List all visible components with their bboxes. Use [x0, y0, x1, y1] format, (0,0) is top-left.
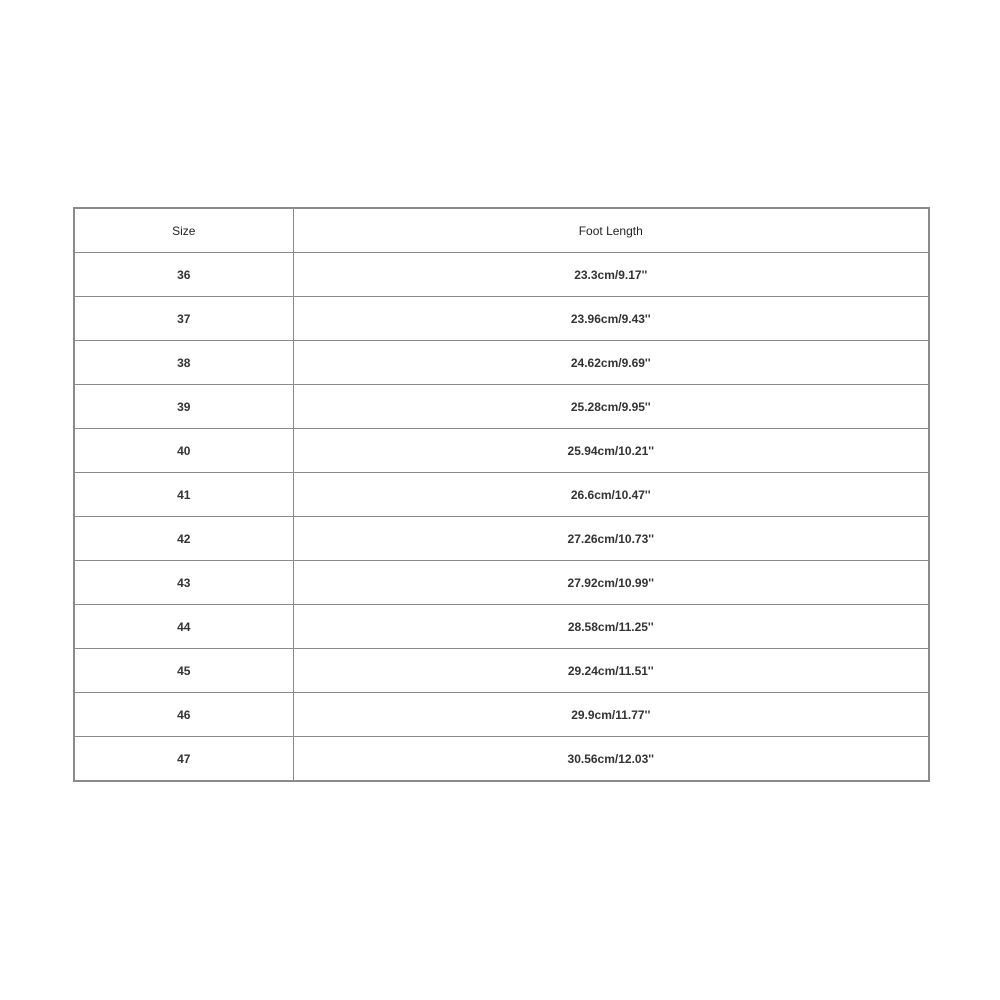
foot-length-column-header: Foot Length — [293, 208, 929, 253]
table-row — [74, 517, 929, 561]
size-cell: 45 — [74, 649, 293, 693]
size-cell: 42 — [74, 517, 293, 561]
table-row — [74, 649, 929, 693]
foot-length-cell: 30.56cm/12.03'' — [293, 737, 929, 782]
foot-length-cell: 28.58cm/11.25'' — [293, 605, 929, 649]
table-row — [74, 341, 929, 385]
foot-length-cell: 26.6cm/10.47'' — [293, 473, 929, 517]
size-chart-table — [73, 207, 930, 782]
size-cell: 44 — [74, 605, 293, 649]
foot-length-cell: 23.3cm/9.17'' — [293, 253, 929, 297]
table-row — [74, 693, 929, 737]
table-row — [74, 473, 929, 517]
size-cell: 40 — [74, 429, 293, 473]
table-row — [74, 385, 929, 429]
size-cell: 36 — [74, 253, 293, 297]
foot-length-cell: 29.9cm/11.77'' — [293, 693, 929, 737]
foot-length-cell: 27.26cm/10.73'' — [293, 517, 929, 561]
table-body — [74, 253, 929, 782]
size-cell: 46 — [74, 693, 293, 737]
foot-length-cell: 25.28cm/9.95'' — [293, 385, 929, 429]
foot-length-cell: 24.62cm/9.69'' — [293, 341, 929, 385]
foot-length-cell: 23.96cm/9.43'' — [293, 297, 929, 341]
table-row — [74, 561, 929, 605]
size-column-header: Size — [74, 208, 293, 253]
header-row — [74, 208, 929, 253]
table-row — [74, 605, 929, 649]
table-row — [74, 737, 929, 782]
size-cell: 39 — [74, 385, 293, 429]
foot-length-cell: 27.92cm/10.99'' — [293, 561, 929, 605]
size-cell: 38 — [74, 341, 293, 385]
table-row — [74, 253, 929, 297]
table-row — [74, 429, 929, 473]
table-header — [74, 208, 929, 253]
table-row — [74, 297, 929, 341]
size-cell: 47 — [74, 737, 293, 782]
size-cell: 41 — [74, 473, 293, 517]
size-cell: 43 — [74, 561, 293, 605]
foot-length-cell: 25.94cm/10.21'' — [293, 429, 929, 473]
size-cell: 37 — [74, 297, 293, 341]
foot-length-cell: 29.24cm/11.51'' — [293, 649, 929, 693]
